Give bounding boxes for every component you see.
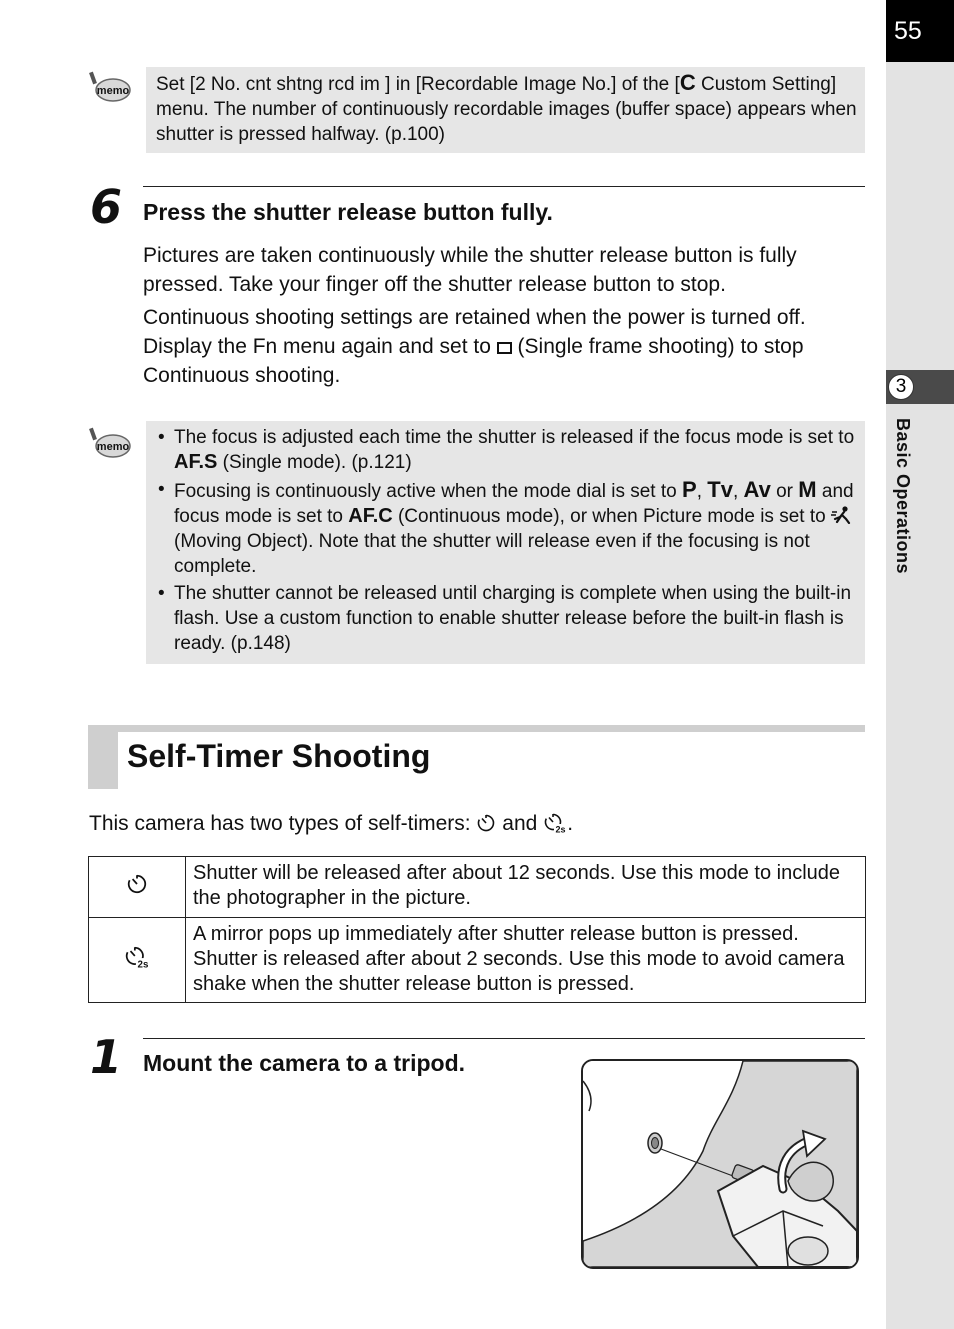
self-timer-2s-icon (124, 945, 150, 969)
table-row (89, 857, 866, 918)
mode-p-icon: P (682, 477, 697, 502)
page-number: 55 (886, 0, 954, 62)
step-1-heading: Mount the camera to a tripod. (143, 1050, 466, 1076)
memo-text: Set [2 No. cnt shtng rcd im ] in [Recordable Image No.] of the [C Custom Setting] menu. The number of continuously recordable images (buffer space) appears when shutter is pressed halfway. (p.100) (156, 70, 857, 145)
mode-av-icon: Av (743, 477, 771, 502)
section-heading-marker (88, 725, 118, 789)
memo-bullet-list (156, 425, 857, 656)
self-timer-12s-icon (126, 873, 148, 895)
step-number-1: 1 (90, 1030, 123, 1084)
table-row (89, 918, 866, 1003)
self-timer-2s-icon (543, 812, 567, 834)
step-number-6: 6 (90, 180, 123, 234)
memo-icon (88, 70, 132, 104)
single-frame-icon (497, 342, 512, 354)
mode-tv-icon: Tv (707, 477, 733, 502)
side-tab-strip (886, 0, 954, 1329)
custom-setting-c-icon: C (679, 70, 696, 95)
list-item: • The shutter cannot be released until charging is complete when using the built-in flash. Use a custom function to enable shutter release before the built-in flash is ready. (p.148) (156, 581, 857, 656)
step-6-paragraph-2: Continuous shooting settings are retained when the power is turned off. Display the Fn menu again and set to (Single frame shooting) to stop Continuous shooting. (143, 306, 806, 387)
self-timer-table (88, 856, 866, 1003)
chapter-title: Basic Operations (893, 418, 913, 575)
mode-m-icon: M (798, 477, 817, 502)
af-s-mode-icon: AF.S (174, 451, 218, 473)
list-item: • Focusing is continuously active when the mode dial is set to P, Tv, Av or M and focus mode is set to AF.C (Continuous mode), or when Picture mode is set to (Moving Object). Note that the shutter will release even if the focusing is not complete. (156, 477, 857, 579)
moving-object-icon (831, 506, 853, 524)
timer-2s-label: 2s (137, 958, 149, 969)
section-heading-bar (88, 725, 865, 732)
af-c-mode-icon: AF.C (348, 505, 393, 527)
step-divider (143, 1038, 865, 1039)
self-timer-12s-icon (476, 813, 496, 833)
step-6-paragraph-1: Pictures are taken continuously while the shutter release button is fully pressed. Take your finger off the shutter release button to stop. (143, 244, 797, 296)
section-intro: This camera has two types of self-timers: and 2s . (89, 812, 574, 835)
camera-tripod-drawing (583, 1061, 857, 1267)
svg-text:memo: memo (96, 85, 130, 97)
list-item: • The focus is adjusted each time the shutter is released if the focus mode is set to AF.S (Single mode). (p.121) (156, 425, 857, 475)
svg-text:memo: memo (96, 441, 130, 453)
step-6-body (143, 241, 868, 390)
table-cell-description: Shutter will be released after about 12 seconds. Use this mode to include the photographer in the picture. (186, 857, 866, 918)
memo-box-recordable-images (146, 67, 865, 153)
timer-2s-label: 2s (555, 824, 566, 834)
section-title: Self-Timer Shooting (127, 738, 431, 774)
table-cell-icon (89, 857, 186, 918)
memo-icon (88, 426, 132, 460)
tripod-illustration (581, 1059, 859, 1269)
memo-box-focus-notes (146, 421, 865, 664)
step-divider (143, 186, 865, 187)
table-cell-description: A mirror pops up immediately after shutter release button is pressed. Shutter is released after about 2 seconds. Use this mode to avoid camera shake when the shutter release button is pressed. (186, 918, 866, 1003)
chapter-number: 3 (888, 374, 914, 400)
table-cell-icon (89, 918, 186, 1003)
step-6-heading: Press the shutter release button fully. (143, 199, 553, 225)
